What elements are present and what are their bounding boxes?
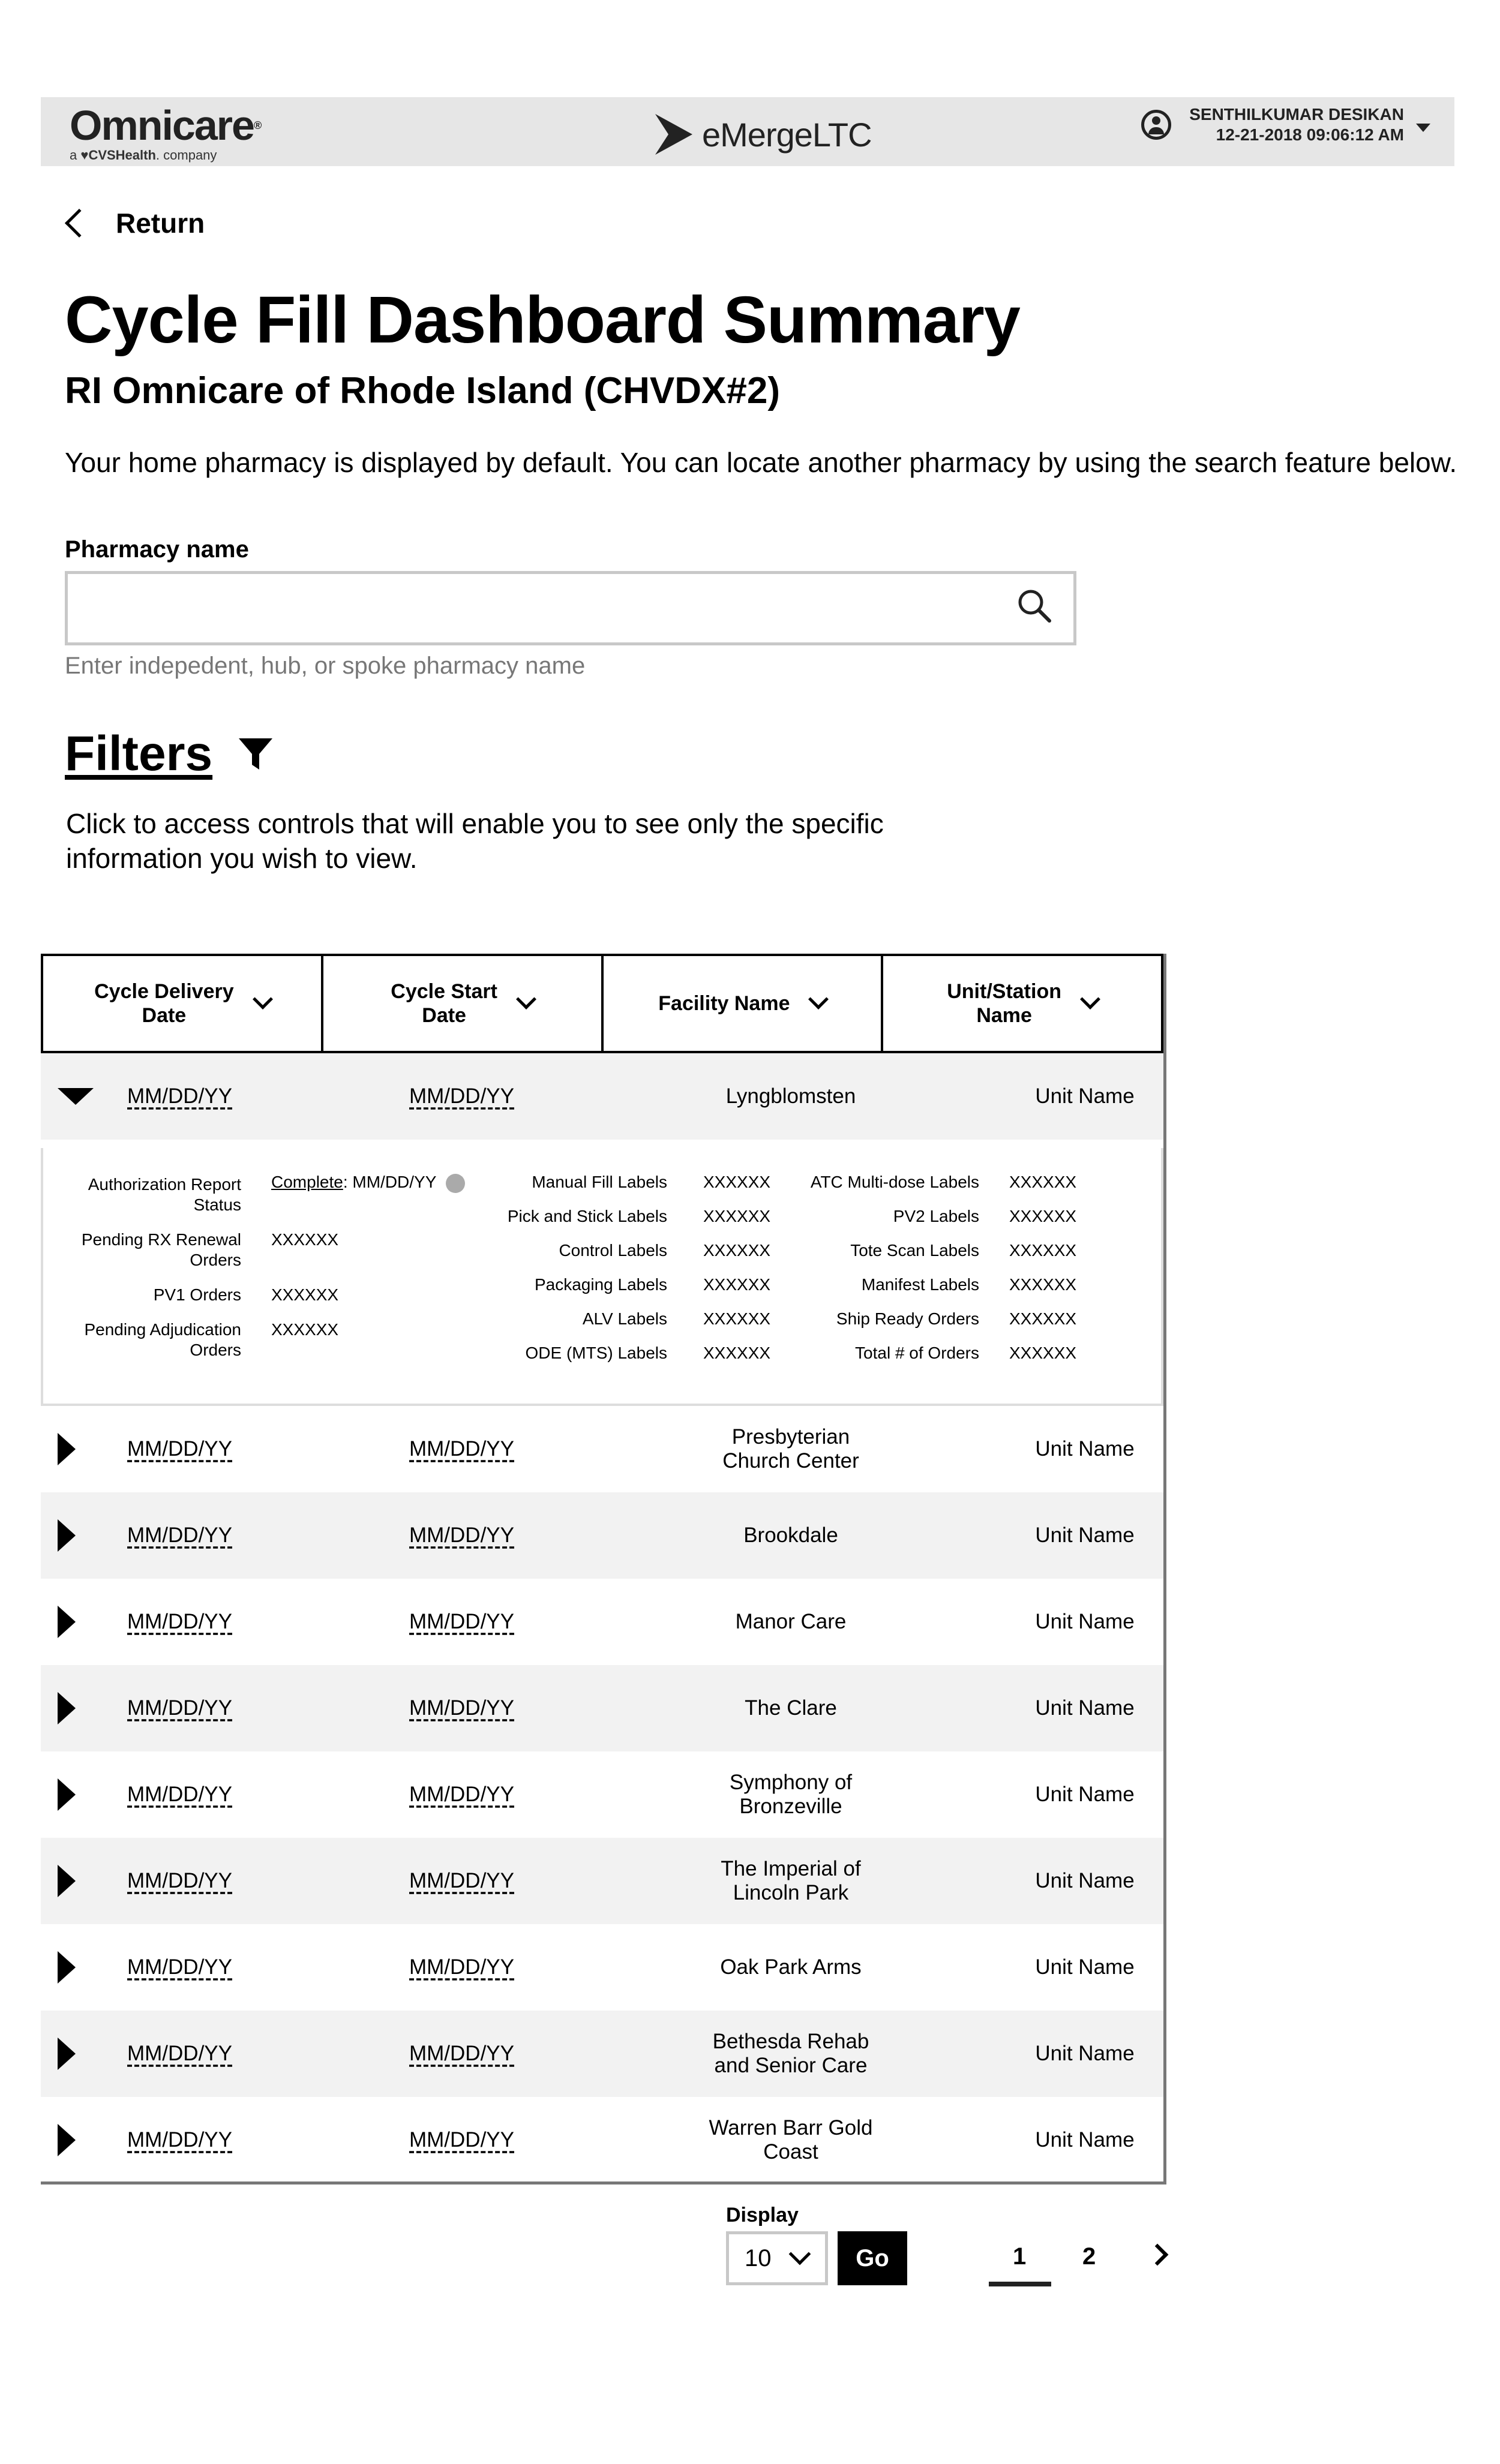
display-label: Display [726,2204,799,2226]
column-label: Cycle Start Date [391,980,497,1027]
detail-label: Total # of Orders [855,1344,979,1362]
chevron-left-icon [65,209,94,238]
facility-name: Warren Barr Gold Coast [709,2116,873,2163]
chevron-down-icon [516,989,536,1009]
column-header-facility-name[interactable] [604,956,884,1051]
display-count-value: 10 [745,2244,772,2271]
start-date-link[interactable]: MM/DD/YY [409,2128,514,2152]
table-row[interactable] [41,1053,1163,1140]
status-dot-icon [446,1174,465,1193]
chevron-down-icon [809,989,829,1009]
expand-triangle-icon[interactable] [58,2038,76,2070]
table-row[interactable] [41,1406,1163,1492]
logo-sub-prefix: a [70,148,77,163]
auth-status-link[interactable]: Complete [271,1173,343,1191]
caret-down-icon[interactable] [1416,124,1430,132]
funnel-icon [236,735,275,773]
heart-icon: ♥ [80,148,89,163]
collapse-triangle-icon[interactable] [58,1088,94,1105]
page-subtitle: RI Omnicare of Rhode Island (CHVDX#2) [65,370,780,411]
table-row[interactable] [41,1751,1163,1838]
start-date-link[interactable]: MM/DD/YY [409,1084,514,1108]
detail-label: ODE (MTS) Labels [525,1344,667,1362]
expand-triangle-icon[interactable] [58,2124,76,2156]
return-link[interactable] [63,207,205,239]
page-1-link[interactable]: 1 [1013,2243,1027,2270]
detail-value: XXXXXX [1009,1309,1077,1328]
expand-triangle-icon[interactable] [58,1692,76,1724]
detail-label: Pending RX Renewal Orders [81,1230,241,1269]
filters-description: Click to access controls that will enable you to see only the specific information you wish to view. [66,808,884,874]
detail-value: XXXXXX [1009,1173,1077,1191]
table-row[interactable] [41,1492,1163,1579]
emerge-brand [653,110,872,158]
expand-triangle-icon[interactable] [58,1606,76,1638]
delivery-date-link[interactable]: MM/DD/YY [127,1084,232,1108]
delivery-date-link[interactable]: MM/DD/YY [127,1955,232,1979]
detail-value: XXXXXX [271,1230,339,1249]
start-date-link[interactable]: MM/DD/YY [409,1955,514,1979]
detail-value: XXXXXX [703,1241,771,1260]
unit-name: Unit Name [1035,1437,1135,1461]
facility-name: Brookdale [743,1524,838,1547]
detail-label: Tote Scan Labels [850,1241,979,1260]
page-intro: Your home pharmacy is displayed by default. You can locate another pharmacy by using the search feature below. [65,447,1457,478]
filters-toggle[interactable] [65,726,275,782]
unit-name: Unit Name [1035,2128,1135,2152]
unit-name: Unit Name [1035,1955,1135,1979]
column-header-start-date[interactable] [323,956,604,1051]
facility-name: The Imperial of Lincoln Park [721,1857,861,1904]
table-row[interactable] [41,1924,1163,2011]
pharmacy-search-box [65,571,1076,645]
cycle-fill-table [41,954,1166,2184]
table-header [41,954,1163,1053]
unit-name: Unit Name [1035,1524,1135,1547]
start-date-link[interactable]: MM/DD/YY [409,1610,514,1633]
delivery-date-link[interactable]: MM/DD/YY [127,2128,232,2152]
delivery-date-link[interactable]: MM/DD/YY [127,1524,232,1547]
delivery-date-link[interactable]: MM/DD/YY [127,2042,232,2065]
chevron-down-icon [253,989,273,1009]
detail-value: XXXXXX [703,1207,771,1225]
start-date-link[interactable]: MM/DD/YY [409,2042,514,2065]
detail-value: XXXXXX [271,1320,339,1339]
user-datetime: 12-21-2018 09:06:12 AM [1216,125,1404,144]
unit-name: Unit Name [1035,1696,1135,1720]
user-name: SENTHILKUMAR DESIKAN [1189,105,1404,124]
user-menu[interactable] [1141,104,1430,145]
unit-name: Unit Name [1035,1783,1135,1806]
expand-triangle-icon[interactable] [58,1433,76,1465]
detail-value: XXXXXX [1009,1207,1077,1225]
start-date-link[interactable]: MM/DD/YY [409,1524,514,1547]
start-date-link[interactable]: MM/DD/YY [409,1783,514,1806]
detail-value: XXXXXX [1009,1275,1077,1294]
detail-value: XXXXXX [703,1173,771,1191]
return-label: Return [116,208,205,239]
delivery-date-link[interactable]: MM/DD/YY [127,1696,232,1720]
unit-name: Unit Name [1035,1084,1135,1108]
detail-label: Authorization Report Status [88,1175,241,1214]
detail-value: XXXXXX [703,1344,771,1362]
detail-label: Ship Ready Orders [836,1309,979,1328]
pharmacy-search-input[interactable] [68,574,1004,642]
detail-value: XXXXXX [1009,1241,1077,1260]
detail-label: Packaging Labels [534,1275,667,1294]
facility-name: Presbyterian Church Center [722,1425,859,1473]
auth-status-date: : MM/DD/YY [343,1173,437,1191]
display-count-select[interactable] [726,2231,828,2285]
facility-name: Bethesda Rehab and Senior Care [712,2030,869,2077]
table-row[interactable] [41,1579,1163,1665]
start-date-link[interactable]: MM/DD/YY [409,1696,514,1720]
facility-name: The Clare [745,1696,837,1720]
delivery-date-link[interactable]: MM/DD/YY [127,1437,232,1461]
expand-triangle-icon[interactable] [58,1951,76,1984]
app-header [41,97,1454,166]
facility-name: Manor Care [735,1610,847,1633]
detail-value: XXXXXX [271,1285,339,1304]
row-details-panel [41,1148,1163,1406]
detail-label: ATC Multi-dose Labels [810,1173,979,1191]
page-title: Cycle Fill Dashboard Summary [65,283,1020,357]
filters-label: Filters [65,726,213,781]
go-button[interactable]: Go [838,2231,907,2285]
unit-name: Unit Name [1035,1610,1135,1633]
start-date-link[interactable]: MM/DD/YY [409,1869,514,1892]
expand-triangle-icon[interactable] [58,1519,76,1552]
expand-triangle-icon[interactable] [58,1865,76,1897]
app-name: eMergeLTC [702,115,872,154]
detail-value: XXXXXX [703,1275,771,1294]
table-row[interactable] [41,1665,1163,1751]
logo-sub-suffix: . company [155,148,217,163]
unit-name: Unit Name [1035,1869,1135,1892]
detail-value: XXXXXX [703,1309,771,1328]
table-row[interactable] [41,2011,1163,2097]
table-row[interactable] [41,2097,1163,2183]
column-header-delivery-date[interactable] [43,956,323,1051]
detail-label: Pick and Stick Labels [507,1207,667,1225]
emerge-arrow-icon [653,110,696,158]
column-header-unit-name[interactable] [883,956,1161,1051]
table-row[interactable] [41,1838,1163,1924]
page-2-link[interactable]: 2 [1082,2243,1096,2270]
omnicare-logo [70,104,260,163]
detail-label: PV1 Orders [153,1285,241,1304]
logo-registered-mark: ® [253,119,261,131]
delivery-date-link[interactable]: MM/DD/YY [127,1783,232,1806]
facility-name: Lyngblomsten [725,1084,856,1108]
detail-label: ALV Labels [582,1309,667,1328]
pharmacy-search-hint: Enter indepedent, hub, or spoke pharmacy name [65,653,586,679]
chevron-right-icon[interactable] [1147,2244,1169,2266]
detail-label: Pending Adjudication Orders [84,1320,241,1359]
column-label: Unit/Station Name [947,980,1061,1027]
column-label: Facility Name [658,992,790,1015]
facility-name: Oak Park Arms [720,1955,862,1979]
facility-name: Symphony of Bronzeville [729,1771,853,1818]
user-avatar-icon [1141,110,1171,140]
delivery-date-link[interactable]: MM/DD/YY [127,1610,232,1633]
detail-label: PV2 Labels [893,1207,979,1225]
search-icon[interactable] [1016,587,1053,624]
detail-value: XXXXXX [1009,1344,1077,1362]
expand-triangle-icon[interactable] [58,1778,76,1811]
chevron-down-icon [1080,989,1100,1009]
logo-sub-brand: CVSHealth [88,148,156,163]
delivery-date-link[interactable]: MM/DD/YY [127,1869,232,1892]
detail-label: Manual Fill Labels [532,1173,667,1191]
detail-label: Control Labels [559,1241,667,1260]
current-page-indicator [989,2282,1051,2286]
chevron-down-icon [788,2243,811,2265]
pharmacy-name-label: Pharmacy name [65,536,249,563]
start-date-link[interactable]: MM/DD/YY [409,1437,514,1461]
detail-label: Manifest Labels [861,1275,979,1294]
column-label: Cycle Delivery Date [94,980,234,1027]
logo-main-text: Omnicare [70,102,254,149]
unit-name: Unit Name [1035,2042,1135,2065]
